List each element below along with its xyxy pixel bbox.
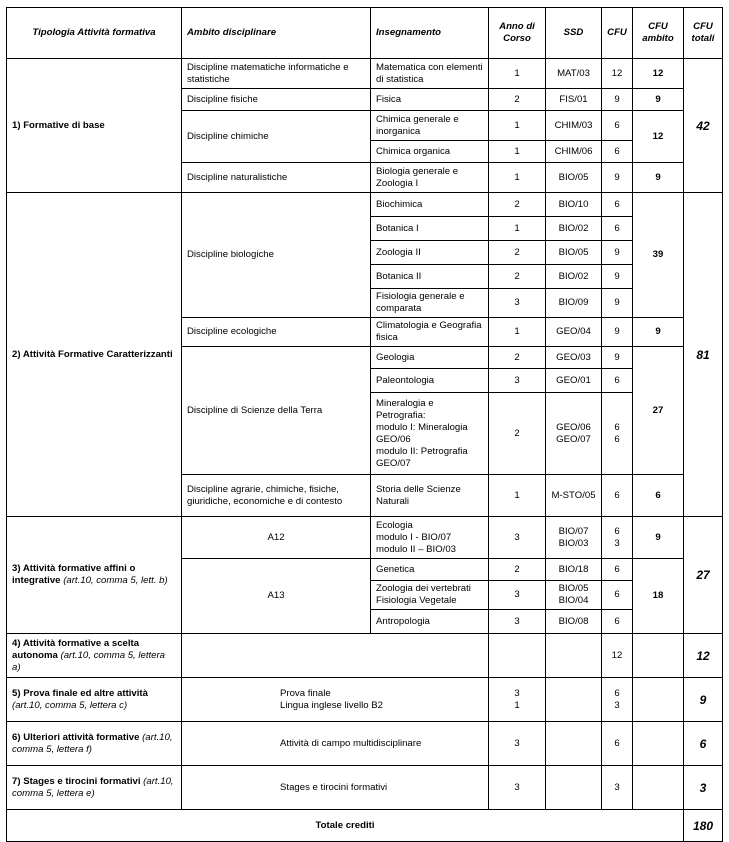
anno-cell bbox=[489, 634, 546, 678]
ambito-cell: Discipline naturalistiche bbox=[182, 163, 371, 193]
tipologia-note: (art.10, comma 5, lett. b) bbox=[63, 575, 168, 586]
table-row bbox=[7, 59, 723, 89]
anno-cell: 2 bbox=[489, 265, 546, 289]
cfu-ambito-cell: 27 bbox=[633, 347, 684, 475]
insegnamento-cell: Ecologia modulo I - BIO/07 modulo II – BIO/03 bbox=[371, 517, 489, 559]
ssd-cell bbox=[546, 766, 602, 810]
insegnamento-cell: Storia delle Scienze Naturali bbox=[371, 475, 489, 517]
cfu-ambito-cell: 9 bbox=[633, 318, 684, 347]
cfu-cell: 6 3 bbox=[602, 517, 633, 559]
ssd-cell: GEO/04 bbox=[546, 318, 602, 347]
cfu-ambito-cell bbox=[633, 766, 684, 810]
cfu-ambito-cell: 18 bbox=[633, 559, 684, 634]
ssd-cell: CHIM/06 bbox=[546, 141, 602, 163]
anno-cell: 1 bbox=[489, 318, 546, 347]
cfu-totali-cell: 6 bbox=[684, 722, 723, 766]
tipologia-note: (art.10, comma 5, lettera a) bbox=[12, 649, 166, 673]
anno-cell: 1 bbox=[489, 217, 546, 241]
cfu-ambito-cell bbox=[633, 722, 684, 766]
cfu-cell: 6 bbox=[602, 193, 633, 217]
ambito-cell: Discipline di Scienze della Terra bbox=[182, 347, 371, 475]
insegnamento-cell: Fisiologia generale e comparata bbox=[371, 289, 489, 318]
ssd-cell: FIS/01 bbox=[546, 89, 602, 111]
cfu-cell: 6 bbox=[602, 475, 633, 517]
table-row bbox=[7, 517, 723, 559]
ssd-cell: MAT/03 bbox=[546, 59, 602, 89]
cfu-ambito-cell: 9 bbox=[633, 89, 684, 111]
anno-cell: 3 bbox=[489, 722, 546, 766]
cfu-ambito-cell: 6 bbox=[633, 475, 684, 517]
header-tipologia: Tipologia Attività formativa bbox=[7, 8, 182, 59]
table-row bbox=[7, 722, 723, 766]
ssd-cell: BIO/10 bbox=[546, 193, 602, 217]
cfu-cell: 9 bbox=[602, 318, 633, 347]
cfu-totali-cell: 81 bbox=[684, 193, 723, 517]
cfu-ambito-cell: 9 bbox=[633, 163, 684, 193]
total-label: Totale crediti bbox=[7, 810, 684, 842]
header-ssd: SSD bbox=[546, 8, 602, 59]
ssd-cell bbox=[546, 634, 602, 678]
anno-cell: 3 bbox=[489, 289, 546, 318]
insegnamento-cell: Biologia generale e Zoologia I bbox=[371, 163, 489, 193]
tipologia-label: 7) Stages e tirocini formativi bbox=[12, 775, 141, 787]
cfu-cell: 6 bbox=[602, 217, 633, 241]
ssd-cell: BIO/05 bbox=[546, 163, 602, 193]
total-value: 180 bbox=[684, 810, 723, 842]
cfu-ambito-cell bbox=[633, 634, 684, 678]
ssd-cell: GEO/01 bbox=[546, 369, 602, 393]
tipologia-label: 5) Prova finale ed altre attività bbox=[12, 687, 148, 699]
cfu-cell: 6 bbox=[602, 111, 633, 141]
anno-cell: 2 bbox=[489, 241, 546, 265]
ambito-cell bbox=[182, 634, 489, 678]
tipologia-cell: 1) Formative di base bbox=[7, 59, 182, 193]
insegnamento-cell: Zoologia II bbox=[371, 241, 489, 265]
ssd-cell: BIO/18 bbox=[546, 559, 602, 581]
cfu-cell: 3 bbox=[602, 766, 633, 810]
cfu-cell: 9 bbox=[602, 289, 633, 318]
cfu-totali-cell: 27 bbox=[684, 517, 723, 634]
insegnamento-cell: Antropologia bbox=[371, 610, 489, 634]
ambito-cell: Discipline fisiche bbox=[182, 89, 371, 111]
cfu-cell: 6 bbox=[602, 369, 633, 393]
cfu-cell: 12 bbox=[602, 59, 633, 89]
ambito-cell: Discipline ecologiche bbox=[182, 318, 371, 347]
anno-cell: 1 bbox=[489, 59, 546, 89]
tipologia-label: 4) Attività formative a scelta autonoma bbox=[12, 637, 140, 661]
tipologia-cell bbox=[7, 517, 182, 634]
insegnamento-cell: Botanica II bbox=[371, 265, 489, 289]
ssd-cell: BIO/02 bbox=[546, 217, 602, 241]
curriculum-table bbox=[6, 7, 723, 842]
cfu-cell: 6 3 bbox=[602, 678, 633, 722]
ssd-cell: BIO/07 BIO/03 bbox=[546, 517, 602, 559]
anno-cell: 1 bbox=[489, 141, 546, 163]
anno-cell: 2 bbox=[489, 559, 546, 581]
header-insegnamento: Insegnamento bbox=[371, 8, 489, 59]
table-row bbox=[7, 678, 723, 722]
insegnamento-cell: Prova finale Lingua inglese livello B2 bbox=[182, 678, 489, 722]
ssd-cell: GEO/03 bbox=[546, 347, 602, 369]
insegnamento-cell: Fisica bbox=[371, 89, 489, 111]
cfu-ambito-cell: 12 bbox=[633, 59, 684, 89]
cfu-cell: 9 bbox=[602, 347, 633, 369]
tipologia-note: (art.10, comma 5, lettera f) bbox=[12, 731, 173, 755]
cfu-cell: 6 bbox=[602, 610, 633, 634]
cfu-cell: 9 bbox=[602, 89, 633, 111]
tipologia-note: (art.10, comma 5, lettera c) bbox=[12, 699, 128, 711]
cfu-totali-cell: 12 bbox=[684, 634, 723, 678]
header-cfu: CFU bbox=[602, 8, 633, 59]
anno-cell: 1 bbox=[489, 163, 546, 193]
header-anno: Anno di Corso bbox=[489, 8, 546, 59]
tipologia-cell bbox=[7, 678, 182, 722]
cfu-totali-cell: 42 bbox=[684, 59, 723, 193]
insegnamento-cell: Biochimica bbox=[371, 193, 489, 217]
ambito-cell: Discipline agrarie, chimiche, fisiche, giuridiche, economiche e di contesto bbox=[182, 475, 371, 517]
cfu-ambito-cell: 39 bbox=[633, 193, 684, 318]
header-cfu-totali: CFU totali bbox=[684, 8, 723, 59]
anno-cell: 1 bbox=[489, 475, 546, 517]
ssd-cell: M-STO/05 bbox=[546, 475, 602, 517]
ambito-cell: Discipline chimiche bbox=[182, 111, 371, 163]
cfu-cell: 6 6 bbox=[602, 393, 633, 475]
tipologia-cell bbox=[7, 634, 182, 678]
anno-cell: 1 bbox=[489, 111, 546, 141]
header-ambito: Ambito disciplinare bbox=[182, 8, 371, 59]
ssd-cell: BIO/05 BIO/04 bbox=[546, 581, 602, 610]
cfu-cell: 9 bbox=[602, 241, 633, 265]
cfu-ambito-cell: 12 bbox=[633, 111, 684, 163]
ssd-cell: CHIM/03 bbox=[546, 111, 602, 141]
cfu-ambito-cell bbox=[633, 678, 684, 722]
tipologia-label: 6) Ulteriori attività formative bbox=[12, 731, 140, 743]
anno-cell: 3 bbox=[489, 581, 546, 610]
anno-cell: 2 bbox=[489, 89, 546, 111]
insegnamento-cell: Paleontologia bbox=[371, 369, 489, 393]
insegnamento-cell: Chimica organica bbox=[371, 141, 489, 163]
ambito-cell: A13 bbox=[182, 559, 371, 634]
insegnamento-cell: Zoologia dei vertebrati Fisiologia Vegetale bbox=[371, 581, 489, 610]
ambito-cell: Discipline matematiche informatiche e statistiche bbox=[182, 59, 371, 89]
anno-cell: 3 bbox=[489, 766, 546, 810]
ssd-cell: BIO/09 bbox=[546, 289, 602, 318]
insegnamento-cell: Geologia bbox=[371, 347, 489, 369]
insegnamento-cell: Attività di campo multidisciplinare bbox=[182, 722, 489, 766]
ssd-cell: GEO/06 GEO/07 bbox=[546, 393, 602, 475]
cfu-cell: 9 bbox=[602, 265, 633, 289]
cfu-cell: 6 bbox=[602, 722, 633, 766]
table-row bbox=[7, 634, 723, 678]
cfu-cell: 6 bbox=[602, 559, 633, 581]
ssd-cell bbox=[546, 722, 602, 766]
ssd-cell: BIO/02 bbox=[546, 265, 602, 289]
tipologia-cell bbox=[7, 766, 182, 810]
anno-cell: 2 bbox=[489, 347, 546, 369]
anno-cell: 3 bbox=[489, 369, 546, 393]
table-row bbox=[7, 766, 723, 810]
anno-cell: 3 bbox=[489, 610, 546, 634]
ssd-cell: BIO/05 bbox=[546, 241, 602, 265]
header-row bbox=[7, 8, 723, 59]
insegnamento-cell: Mineralogia e Petrografia: modulo I: Mineralogia GEO/06 modulo II: Petrografia GEO/07 bbox=[371, 393, 489, 475]
insegnamento-cell: Climatologia e Geografia fisica bbox=[371, 318, 489, 347]
insegnamento-cell: Stages e tirocini formativi bbox=[182, 766, 489, 810]
anno-cell: 2 bbox=[489, 393, 546, 475]
anno-cell: 3 bbox=[489, 517, 546, 559]
cfu-cell: 6 bbox=[602, 581, 633, 610]
cfu-ambito-cell: 9 bbox=[633, 517, 684, 559]
tipologia-label: 3) Attività formative affini o integrative bbox=[12, 563, 136, 586]
cfu-totali-cell: 9 bbox=[684, 678, 723, 722]
tipologia-cell bbox=[7, 722, 182, 766]
ssd-cell bbox=[546, 678, 602, 722]
anno-cell: 2 bbox=[489, 193, 546, 217]
ssd-cell: BIO/08 bbox=[546, 610, 602, 634]
cfu-cell: 6 bbox=[602, 141, 633, 163]
insegnamento-cell: Botanica I bbox=[371, 217, 489, 241]
total-row bbox=[7, 810, 723, 842]
insegnamento-cell: Chimica generale e inorganica bbox=[371, 111, 489, 141]
tipologia-cell: 2) Attività Formative Caratterizzanti bbox=[7, 193, 182, 517]
anno-cell: 3 1 bbox=[489, 678, 546, 722]
cfu-cell: 9 bbox=[602, 163, 633, 193]
tipologia-note: (art.10, comma 5, lettera e) bbox=[12, 775, 174, 799]
table-row bbox=[7, 193, 723, 217]
ambito-cell: Discipline biologiche bbox=[182, 193, 371, 318]
cfu-totali-cell: 3 bbox=[684, 766, 723, 810]
insegnamento-cell: Matematica con elementi di statistica bbox=[371, 59, 489, 89]
insegnamento-cell: Genetica bbox=[371, 559, 489, 581]
header-cfu-ambito: CFU ambito bbox=[633, 8, 684, 59]
cfu-cell: 12 bbox=[602, 634, 633, 678]
ambito-cell: A12 bbox=[182, 517, 371, 559]
